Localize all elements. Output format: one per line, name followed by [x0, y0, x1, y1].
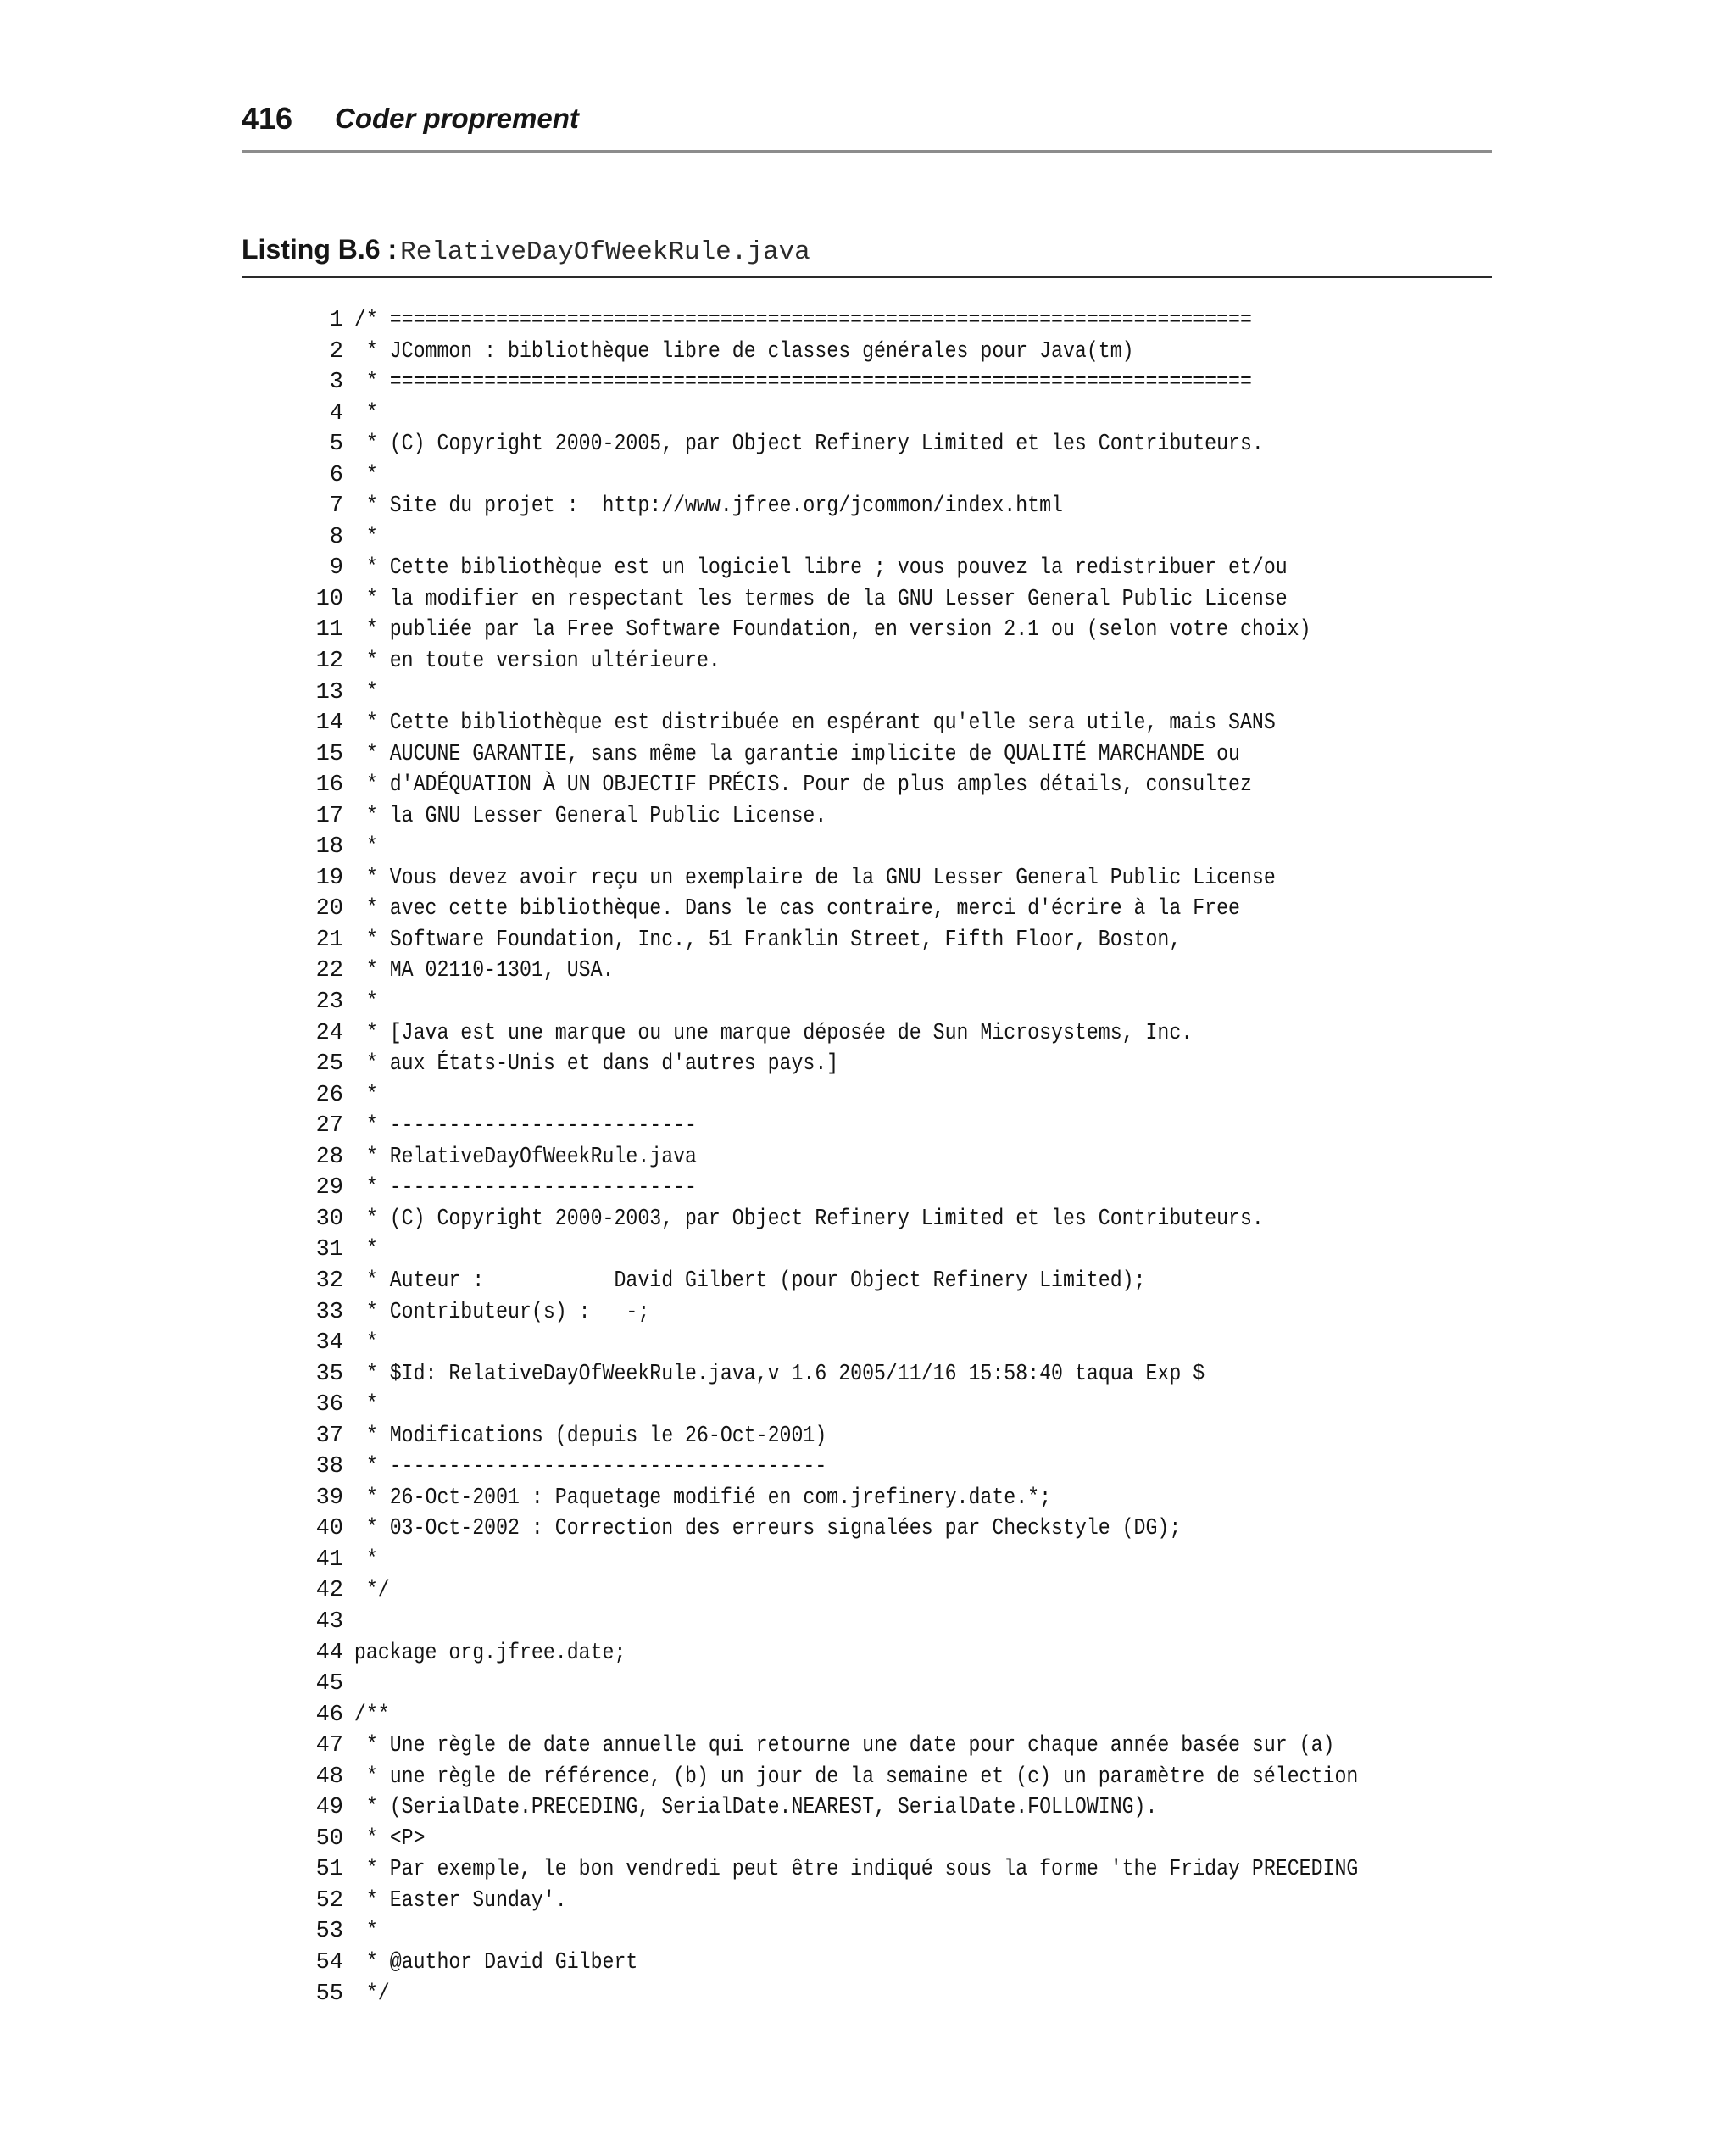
line-number: 20	[315, 896, 343, 922]
code-text: * 26-Oct-2001 : Paquetage modifié en com.jrefinery.date.*;	[353, 1485, 1052, 1511]
code-line	[305, 1854, 1492, 1886]
line-number: 26	[315, 1082, 343, 1108]
code-text: *	[353, 1237, 378, 1263]
code-text: * JCommon : bibliothèque libre de classes générales pour Java(tm)	[353, 338, 1134, 365]
code-line	[305, 305, 1492, 337]
book-title: Coder proprement	[335, 103, 579, 134]
line-number: 28	[315, 1144, 343, 1170]
line-number: 9	[329, 555, 343, 582]
line-number: 10	[315, 586, 343, 612]
code-text: * -------------------------------------	[353, 1454, 827, 1480]
code-line	[305, 863, 1492, 894]
line-number: 25	[315, 1051, 343, 1078]
code-line	[305, 832, 1492, 863]
code-line	[305, 1080, 1492, 1112]
line-number: 47	[315, 1733, 343, 1759]
code-text: *	[353, 1392, 378, 1418]
code-line	[305, 708, 1492, 739]
code-text: * @author David Gilbert	[353, 1949, 638, 1976]
code-text: * --------------------------	[353, 1175, 698, 1201]
code-line	[305, 1669, 1492, 1700]
code-line	[305, 584, 1492, 616]
code-line	[305, 1607, 1492, 1638]
code-line	[305, 956, 1492, 987]
page-number: 416	[242, 101, 293, 136]
line-number: 19	[315, 865, 343, 891]
code-line	[305, 1297, 1492, 1329]
code-text: /* =========================================================================	[353, 308, 1252, 333]
code-line	[305, 367, 1492, 398]
code-text: *	[353, 462, 378, 488]
line-number: 21	[315, 927, 343, 953]
code-text: * aux États-Unis et dans d'autres pays.]	[353, 1051, 839, 1078]
line-number: 49	[315, 1795, 343, 1821]
line-number: 7	[329, 493, 343, 520]
code-line	[305, 522, 1492, 554]
line-number: 54	[315, 1949, 343, 1976]
code-line	[305, 1204, 1492, 1235]
code-text: * (SerialDate.PRECEDING, SerialDate.NEAREST, SerialDate.FOLLOWING).	[353, 1795, 1158, 1821]
code-text: * 03-Oct-2002 : Correction des erreurs signalées par Checkstyle (DG);	[353, 1516, 1182, 1542]
code-text: * RelativeDayOfWeekRule.java	[353, 1144, 698, 1170]
code-text: *	[353, 524, 378, 550]
code-line	[305, 1792, 1492, 1824]
line-number: 6	[329, 462, 343, 488]
code-line	[305, 739, 1492, 771]
code-line	[305, 1575, 1492, 1607]
line-number: 35	[315, 1361, 343, 1387]
line-number: 27	[315, 1113, 343, 1140]
code-line	[305, 1483, 1492, 1514]
code-text: * Par exemple, le bon vendredi peut être indiqué sous la forme 'the Friday PRECEDING	[353, 1857, 1359, 1883]
code-line	[305, 615, 1492, 646]
line-number: 23	[315, 989, 343, 1016]
code-listing	[305, 305, 1492, 2009]
code-text: *	[353, 834, 378, 861]
code-text: * une règle de référence, (b) un jour de la semaine et (c) un paramètre de sélection	[353, 1764, 1359, 1790]
line-number: 46	[315, 1702, 343, 1728]
line-number: 14	[315, 711, 343, 737]
line-number: 5	[329, 432, 343, 458]
code-text: * Auteur : David Gilbert (pour Object Refinery Limited);	[353, 1268, 1146, 1294]
code-text: * Software Foundation, Inc., 51 Franklin Street, Fifth Floor, Boston,	[353, 927, 1182, 953]
line-number: 44	[315, 1640, 343, 1666]
code-text: * Easter Sunday'.	[353, 1887, 567, 1914]
line-number: 29	[315, 1175, 343, 1201]
code-line	[305, 1979, 1492, 2010]
caption-rule	[242, 276, 1492, 278]
code-text: * --------------------------	[353, 1113, 698, 1140]
code-line	[305, 1266, 1492, 1297]
code-line	[305, 1049, 1492, 1080]
listing-label: Listing B.6 :	[242, 234, 398, 265]
code-text: *	[353, 989, 378, 1016]
code-text: *	[353, 1546, 378, 1573]
code-line	[305, 1234, 1492, 1266]
code-line	[305, 1328, 1492, 1359]
code-line	[305, 1173, 1492, 1204]
code-line	[305, 398, 1492, 430]
line-number: 45	[315, 1671, 343, 1697]
code-line	[305, 1948, 1492, 1979]
line-number: 39	[315, 1485, 343, 1511]
line-number: 53	[315, 1919, 343, 1945]
code-text: *	[353, 400, 378, 426]
code-text: * Contributeur(s) : -;	[353, 1299, 650, 1325]
code-line	[305, 1916, 1492, 1948]
code-text: * AUCUNE GARANTIE, sans même la garantie implicite de QUALITÉ MARCHANDE ou	[353, 741, 1240, 767]
code-text: * Vous devez avoir reçu un exemplaire de la GNU Lesser General Public License	[353, 865, 1276, 891]
code-line	[305, 1142, 1492, 1173]
code-line	[305, 1824, 1492, 1855]
code-line	[305, 553, 1492, 584]
line-number: 50	[315, 1825, 343, 1852]
code-line	[305, 677, 1492, 709]
code-line	[305, 1730, 1492, 1762]
code-line	[305, 337, 1492, 368]
line-number: 18	[315, 834, 343, 861]
code-line	[305, 1018, 1492, 1050]
line-number: 3	[329, 370, 343, 396]
code-text: /**	[353, 1702, 390, 1728]
line-number: 16	[315, 772, 343, 799]
code-line	[305, 1359, 1492, 1390]
code-text: package org.jfree.date;	[353, 1640, 626, 1666]
code-text: * en toute version ultérieure.	[353, 649, 721, 675]
code-line	[305, 429, 1492, 460]
line-number: 12	[315, 649, 343, 675]
code-line	[305, 1886, 1492, 1917]
line-number: 15	[315, 741, 343, 767]
code-text: * $Id: RelativeDayOfWeekRule.java,v 1.6 2005/11/16 15:58:40 taqua Exp $	[353, 1361, 1205, 1387]
code-line	[305, 1421, 1492, 1452]
code-line	[305, 1452, 1492, 1483]
code-text: * Modifications (depuis le 26-Oct-2001)	[353, 1423, 827, 1449]
code-text: * la GNU Lesser General Public License.	[353, 803, 827, 829]
line-number: 1	[329, 308, 343, 333]
code-line	[305, 646, 1492, 677]
code-text: * (C) Copyright 2000-2003, par Object Refinery Limited et les Contributeurs.	[353, 1206, 1264, 1232]
code-text: * [Java est une marque ou une marque déposée de Sun Microsystems, Inc.	[353, 1020, 1194, 1046]
code-text: * MA 02110-1301, USA.	[353, 958, 615, 984]
code-line	[305, 1513, 1492, 1545]
code-line	[305, 894, 1492, 925]
line-number: 22	[315, 958, 343, 984]
code-text: */	[353, 1578, 390, 1604]
running-head	[242, 100, 1492, 153]
code-line	[305, 1545, 1492, 1576]
line-number: 30	[315, 1206, 343, 1232]
code-text: */	[353, 1981, 390, 2007]
line-number: 34	[315, 1330, 343, 1357]
line-number: 24	[315, 1020, 343, 1046]
line-number: 17	[315, 803, 343, 829]
code-text: *	[353, 1082, 378, 1108]
listing-caption	[242, 229, 1492, 270]
code-line	[305, 987, 1492, 1018]
code-line	[305, 1111, 1492, 1142]
code-line	[305, 1762, 1492, 1793]
line-number: 8	[329, 524, 343, 550]
line-number: 41	[315, 1546, 343, 1573]
code-text: * =========================================================================	[353, 370, 1252, 396]
code-text: * Cette bibliothèque est distribuée en espérant qu'elle sera utile, mais SANS	[353, 711, 1276, 737]
line-number: 11	[315, 617, 343, 644]
code-line	[305, 1390, 1492, 1421]
line-number: 36	[315, 1392, 343, 1418]
line-number: 51	[315, 1857, 343, 1883]
code-text: * d'ADÉQUATION À UN OBJECTIF PRÉCIS. Pour de plus amples détails, consultez	[353, 772, 1252, 799]
line-number: 43	[315, 1608, 343, 1635]
line-number: 13	[315, 679, 343, 705]
code-line	[305, 770, 1492, 801]
header-rule	[242, 150, 1492, 153]
code-text: * <P>	[353, 1825, 426, 1852]
line-number: 31	[315, 1237, 343, 1263]
code-text: *	[353, 1919, 378, 1945]
line-number: 52	[315, 1887, 343, 1914]
code-line	[305, 1638, 1492, 1669]
line-number: 55	[315, 1981, 343, 2007]
listing-filename: RelativeDayOfWeekRule.java	[400, 237, 810, 267]
code-text: * Cette bibliothèque est un logiciel libre ; vous pouvez la redistribuer et/ou	[353, 555, 1288, 582]
line-number: 38	[315, 1454, 343, 1480]
line-number: 2	[329, 338, 343, 365]
code-line	[305, 801, 1492, 833]
code-text: *	[353, 679, 378, 705]
code-text: * avec cette bibliothèque. Dans le cas contraire, merci d'écrire à la Free	[353, 896, 1240, 922]
line-number: 32	[315, 1268, 343, 1294]
code-line	[305, 491, 1492, 522]
code-line	[305, 925, 1492, 956]
line-number: 4	[329, 400, 343, 426]
code-text: *	[353, 1330, 378, 1357]
line-number: 33	[315, 1299, 343, 1325]
code-text: * Site du projet : http://www.jfree.org/jcommon/index.html	[353, 493, 1063, 520]
code-text: * la modifier en respectant les termes de la GNU Lesser General Public License	[353, 586, 1288, 612]
code-text: * Une règle de date annuelle qui retourne une date pour chaque année basée sur (a)	[353, 1733, 1335, 1759]
line-number: 40	[315, 1516, 343, 1542]
line-number: 37	[315, 1423, 343, 1449]
code-text: * (C) Copyright 2000-2005, par Object Refinery Limited et les Contributeurs.	[353, 432, 1264, 458]
code-text: * publiée par la Free Software Foundation, en version 2.1 ou (selon votre choix)	[353, 617, 1311, 644]
line-number: 48	[315, 1764, 343, 1790]
code-line	[305, 460, 1492, 492]
line-number: 42	[315, 1578, 343, 1604]
code-line	[305, 1700, 1492, 1731]
